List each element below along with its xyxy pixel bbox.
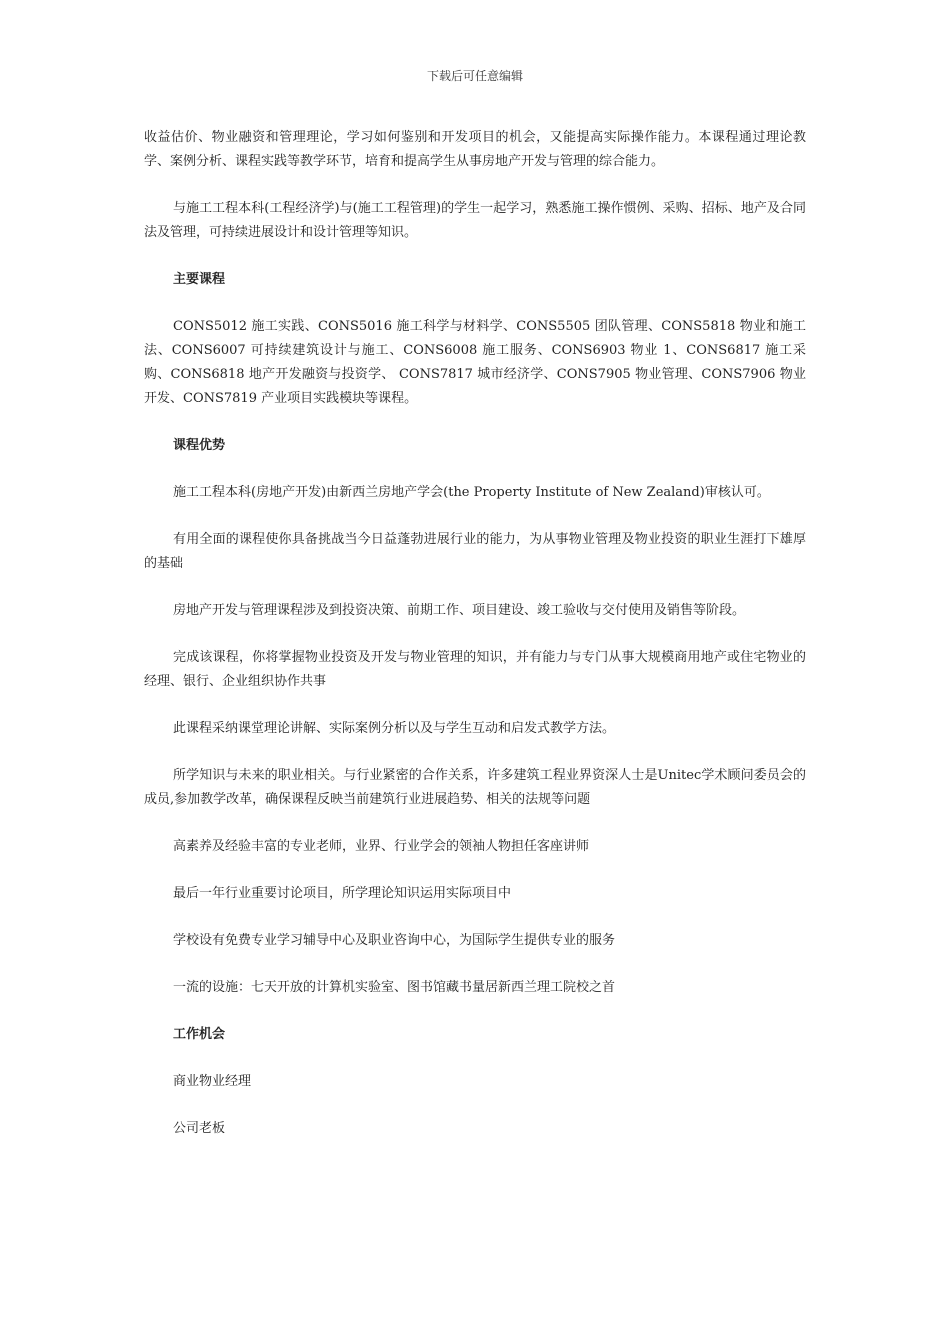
document-body: [144, 126, 806, 1164]
courses-heading: 主要课程: [173, 272, 226, 287]
advantages-heading: 课程优势: [173, 438, 226, 453]
advantage-item: 高素养及经验丰富的专业老师，业界、行业学会的领袖人物担任客座讲师: [173, 839, 590, 854]
page-header-note: 下载后可任意编辑: [426, 69, 523, 83]
advantage-item: 完成该课程，你将掌握物业投资及开发与物业管理的知识，并有能力与专门从事大规模商用地产或住宅物业的经理、银行、企业组织协作共事: [144, 650, 806, 689]
advantage-item: 学校设有免费专业学习辅导中心及职业咨询中心，为国际学生提供专业的服务: [173, 933, 616, 948]
advantage-item: 此课程采纳课堂理论讲解、实际案例分析以及与学生互动和启发式教学方法。: [173, 721, 616, 736]
advantage-item: 有用全面的课程使你具备挑战当今日益蓬勃进展行业的能力，为从事物业管理及物业投资的职业生涯打下雄厚的基础: [144, 532, 806, 571]
jobs-heading: 工作机会: [173, 1027, 226, 1042]
courses-paragraph: CONS5012 施工实践、CONS5016 施工科学与材料学、CONS5505 团队管理、CONS5818 物业和施工法、CONS6007 可持续建筑设计与施工、CONS6008 施工服务、CONS6903 物业 1、CONS6817 施工采购、CONS6818 地产开发融资与投资学、 CONS7817 城市经济学、CONS7905 物业管理、CONS7906 物业开发、CONS7819 产业项目实践模块等课程。: [144, 319, 806, 406]
advantage-item: 一流的设施：七天开放的计算机实验室、图书馆藏书量居新西兰理工院校之首: [173, 980, 616, 995]
job-item: 公司老板: [173, 1121, 226, 1136]
job-item: 商业物业经理: [173, 1074, 252, 1089]
intro-paragraph-1: 收益估价、物业融资和管理理论，学习如何鉴别和开发项目的机会，又能提高实际操作能力。本课程通过理论教学、案例分析、课程实践等教学环节，培育和提高学生从事房地产开发与管理的综合能力。: [144, 130, 806, 169]
advantage-item: 最后一年行业重要讨论项目，所学理论知识运用实际项目中: [173, 886, 512, 901]
advantage-item: 房地产开发与管理课程涉及到投资决策、前期工作、项目建设、竣工验收与交付使用及销售等阶段。: [173, 603, 746, 618]
advantage-item: 所学知识与未来的职业相关。与行业紧密的合作关系，许多建筑工程业界资深人士是Unitec学术顾问委员会的成员,参加教学改革，确保课程反映当前建筑行业进展趋势、相关的法规等问题: [144, 768, 806, 807]
advantage-item: 施工工程本科(房地产开发)由新西兰房地产学会(the Property Institute of New Zealand)审核认可。: [173, 485, 770, 500]
intro-paragraph-2: 与施工工程本科(工程经济学)与(施工工程管理)的学生一起学习，熟悉施工操作惯例、采购、招标、地产及合同法及管理，可持续进展设计和设计管理等知识。: [144, 201, 806, 240]
